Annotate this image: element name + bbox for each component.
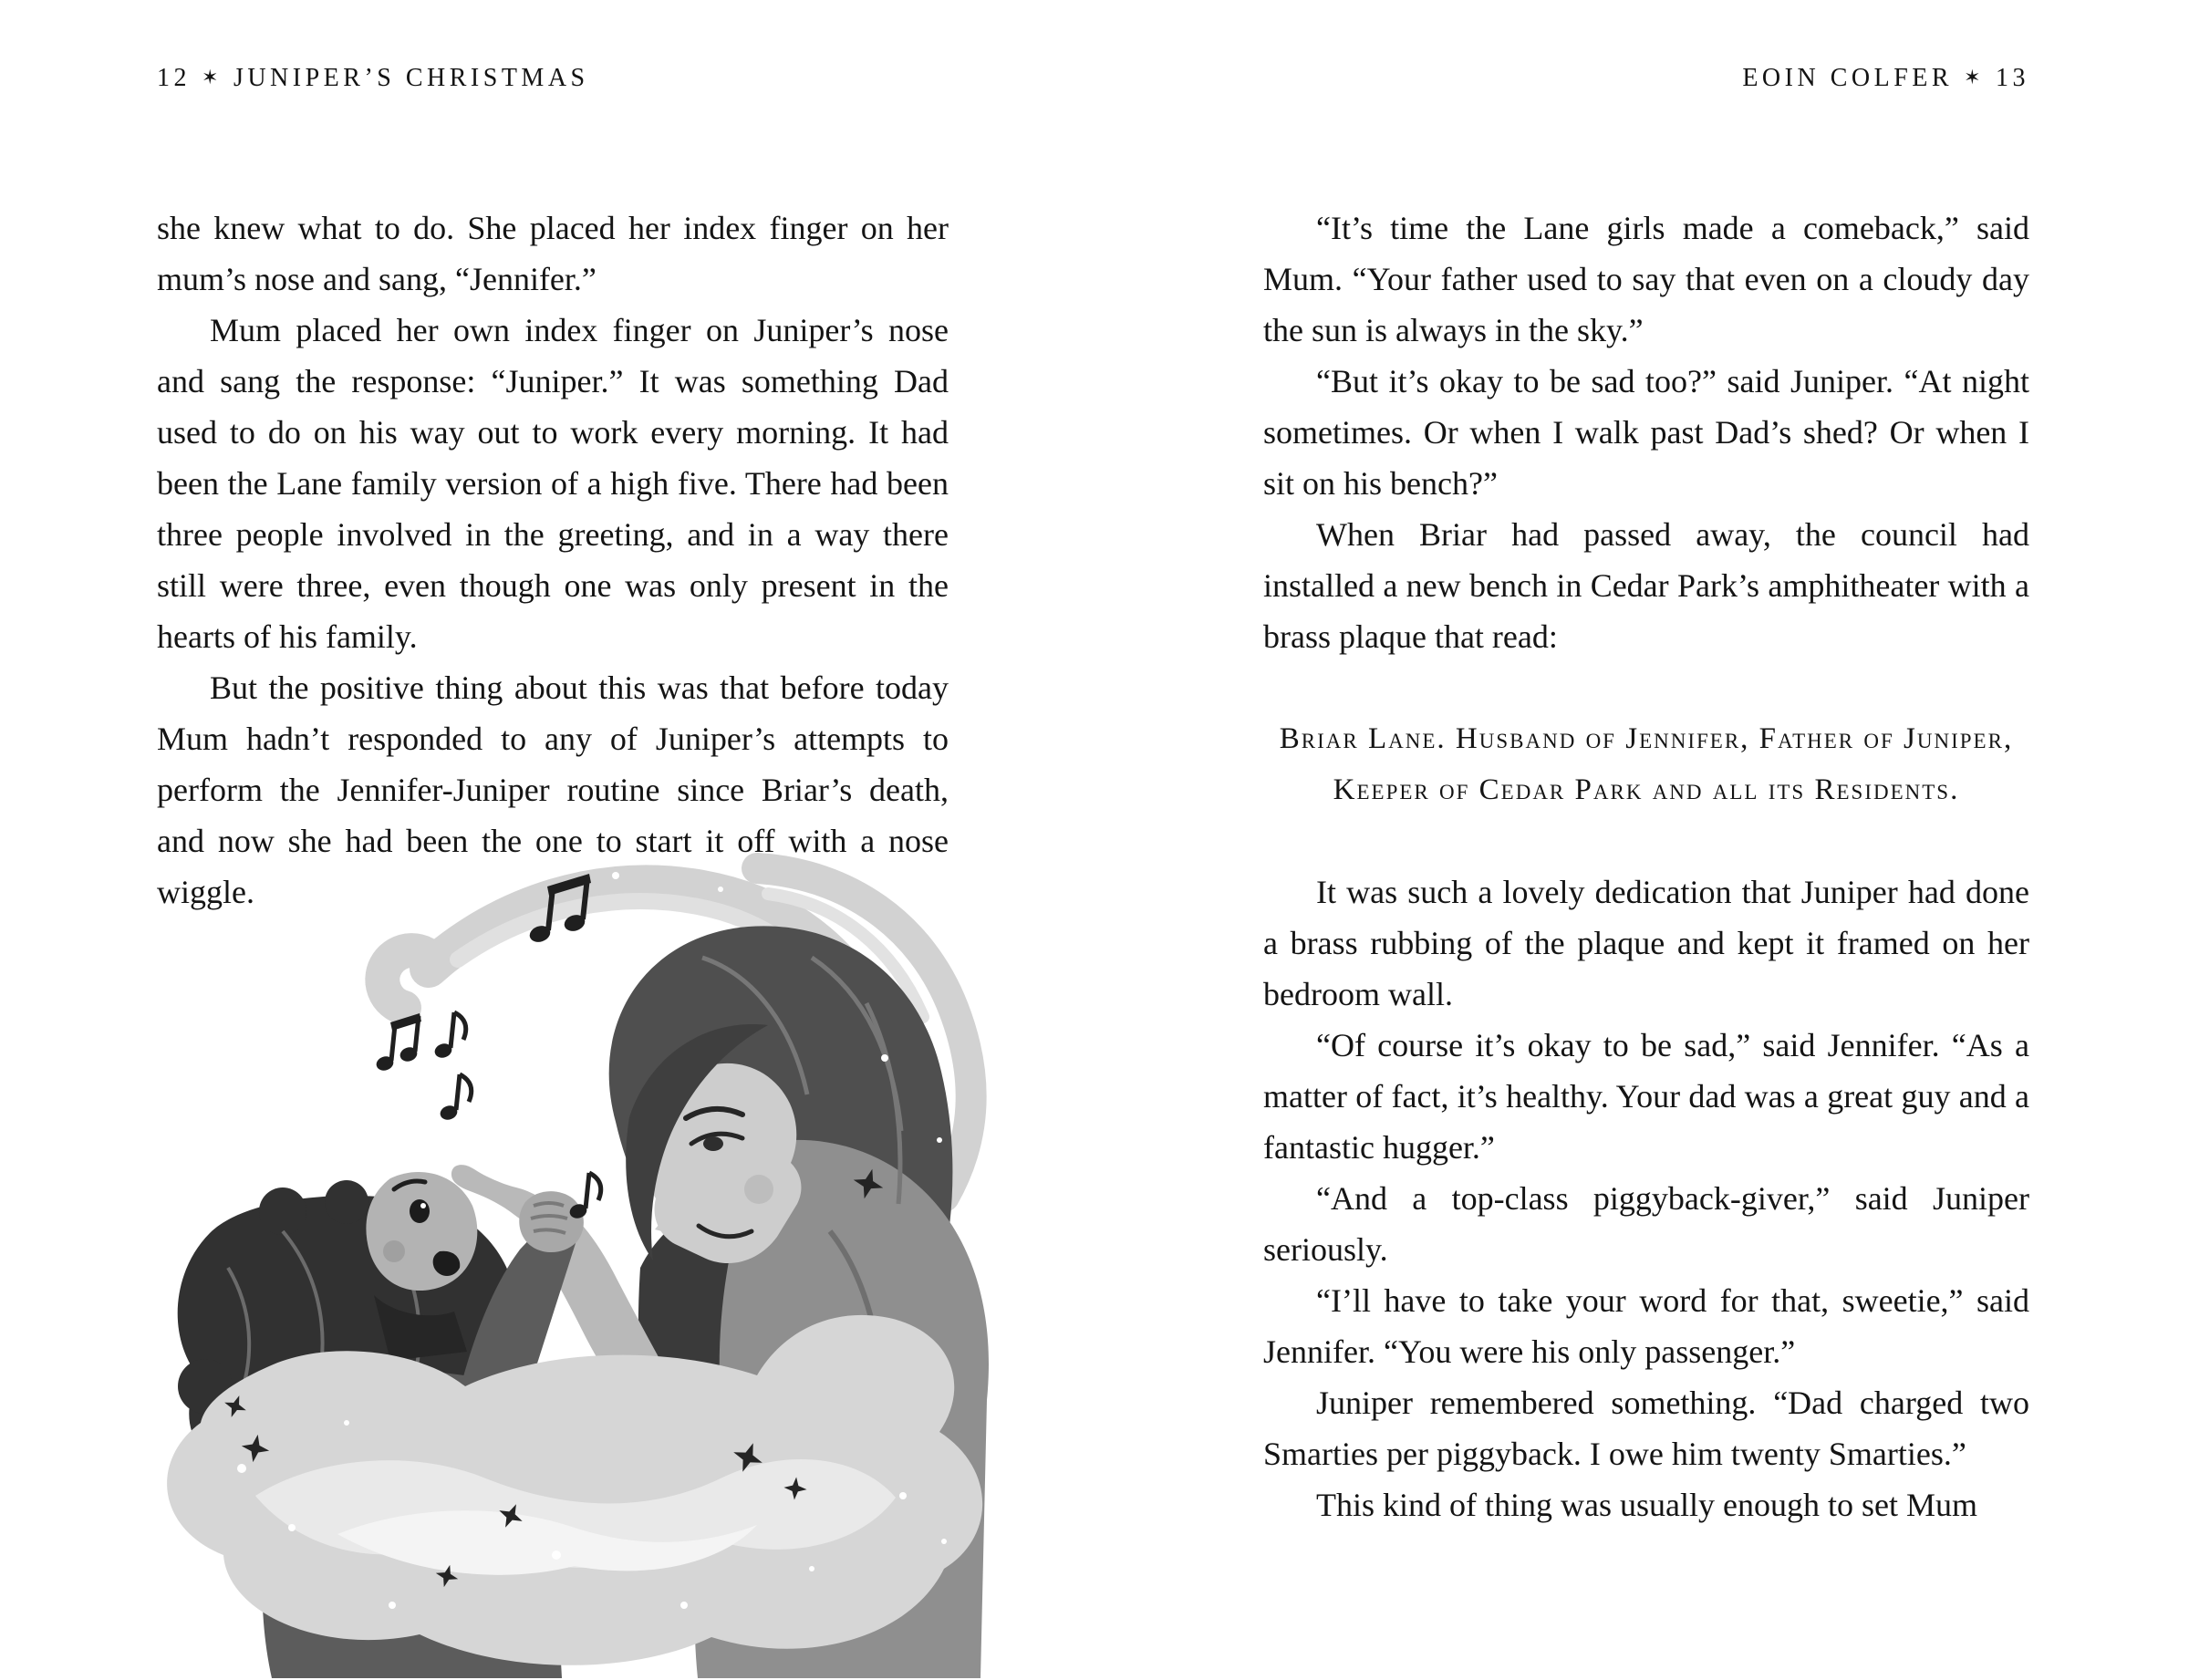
paragraph: When Briar had passed away, the council had installed a new bench in Cedar Park’s amphitheater with a brass plaque that read:	[1263, 516, 2029, 655]
eighth-note-icon	[439, 1074, 471, 1121]
paragraph: Juniper remembered something. “Dad charged two Smarties per piggyback. I owe him twenty Smarties.”	[1263, 1384, 2029, 1472]
plaque-line: Keeper of Cedar Park and all its Residents.	[1333, 773, 1960, 806]
plaque-line: Briar Lane. Husband of Jennifer, Father of Juniper,	[1279, 722, 2014, 755]
author-name: EOIN COLFER	[1742, 64, 1954, 92]
paragraph: It was such a lovely dedication that Juniper had done a brass rubbing of the plaque and kept it framed on her bedroom wall.	[1263, 874, 2029, 1012]
eighth-note-icon	[568, 1173, 600, 1219]
paragraph: “It’s time the Lane girls made a comeback,” said Mum. “Your father used to say that even on a cloudy day the sun is always in the sky.”	[1263, 210, 2029, 348]
eighth-note-icon	[433, 1012, 465, 1059]
left-running-head	[157, 64, 589, 93]
beamed-note-icon	[375, 1013, 421, 1072]
girl-face	[366, 1172, 477, 1291]
right-running-head	[1742, 64, 2029, 93]
girl-cheek	[383, 1240, 405, 1262]
paragraph: “But it’s okay to be sad too?” said Juniper. “At night sometimes. Or when I walk past Dad’s shed? Or when I sit on his bench?”	[1263, 363, 2029, 502]
paragraph: But the positive thing about this was that before today Mum hadn’t responded to any of Juniper’s attempts to perform the Jennifer-Juniper routine since Briar’s death, and now she had been the one to start it off with a nose wiggle.	[157, 669, 949, 910]
bench-plaque-dedication	[1263, 713, 2029, 815]
mother-daughter-illustration	[119, 839, 994, 1678]
book-title: JUNIPER’S CHRISTMAS	[233, 64, 589, 92]
paragraph: “And a top-class piggyback-giver,” said Juniper seriously.	[1263, 1180, 2029, 1268]
right-page-number: 13	[1996, 64, 2029, 92]
eye-highlight	[420, 1203, 426, 1208]
girl-eye	[410, 1199, 430, 1223]
star-icon: ✶	[202, 67, 223, 89]
paragraph: Mum placed her own index finger on Juniper’s nose and sang the response: “Juniper.” It was something Dad used to do on his way out to work every morning. It had been the Lane family version of a high five. There had been three people involved in the greeting, and in a way there still were three, even though one was only present in the hearts of his family.	[157, 312, 949, 655]
paragraph: “I’ll have to take your word for that, sweetie,” said Jennifer. “You were his only passenger.”	[1263, 1282, 2029, 1370]
left-page-number: 12	[157, 64, 191, 92]
paragraph: “Of course it’s okay to be sad,” said Jennifer. “As a matter of fact, it’s healthy. Your dad was a great guy and a fantastic hugger.”	[1263, 1027, 2029, 1166]
girl-hand	[519, 1191, 584, 1252]
left-page-text	[157, 202, 949, 918]
paragraph: she knew what to do. She placed her index finger on her mum’s nose and sang, “Jennifer.”	[157, 210, 949, 297]
mother-eye	[703, 1136, 723, 1151]
mother-cheek	[744, 1175, 773, 1204]
paragraph: This kind of thing was usually enough to set Mum	[1316, 1487, 1977, 1523]
star-icon: ✶	[1964, 67, 1985, 89]
right-page-text	[1263, 202, 2029, 1530]
